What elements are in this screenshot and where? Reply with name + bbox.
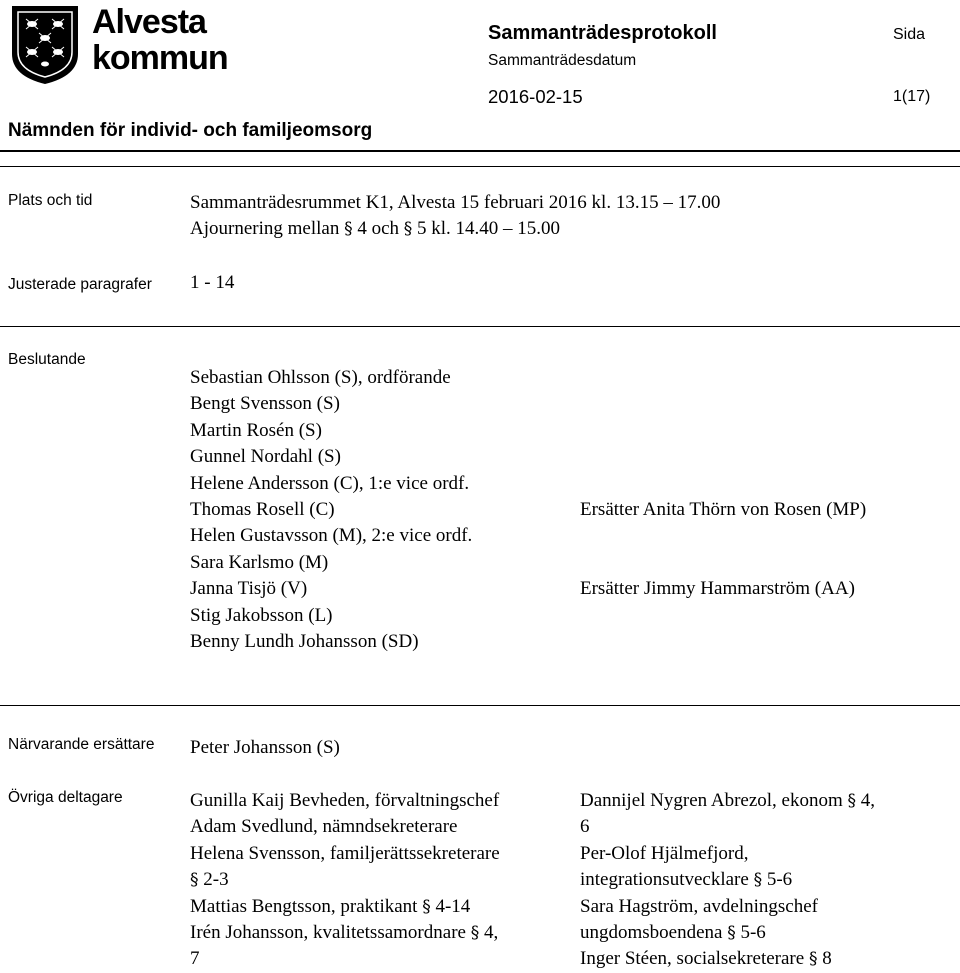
committee-name: Nämnden för individ- och familjeomsorg: [8, 120, 373, 141]
section-divider: [0, 705, 960, 706]
paragraphs-label: Justerade paragrafer: [8, 276, 152, 293]
section-sign: §: [753, 870, 763, 891]
participant-item: [190, 867, 500, 893]
municipality-logo: [10, 4, 240, 86]
adjournment-text: 5 kl. 14.40 – 15.00: [417, 218, 561, 239]
participant-item: [580, 946, 875, 972]
participant-item: 7: [190, 948, 200, 970]
section-divider: [0, 166, 960, 167]
page-label: Sida: [893, 26, 926, 43]
participant-text: integrationsutvecklare: [580, 869, 749, 891]
section-sign: §: [727, 922, 736, 943]
member-item: Gunnel Nordahl (S): [190, 446, 341, 468]
participant-item: [190, 894, 500, 920]
participant-item: [580, 920, 875, 946]
section-sign: §: [422, 896, 431, 917]
participant-text: Mattias Bengtsson, praktikant: [190, 895, 418, 917]
participant-item: Adam Svedlund, nämndsekreterare: [190, 816, 458, 838]
section-sign: §: [470, 922, 480, 943]
participant-text: Irén Johansson, kvalitetssamordnare: [190, 921, 466, 943]
participant-item: Gunilla Kaij Bevheden, förvaltningschef: [190, 790, 500, 811]
section-sign: §: [808, 949, 818, 970]
participant-item: [190, 920, 500, 946]
participant-item: Helena Svensson, familjerättssekreterare: [190, 842, 500, 864]
document-type: Sammanträdesprotokoll: [488, 22, 717, 44]
participant-text: 5-6: [766, 869, 793, 891]
page-number: 1(17): [893, 88, 931, 105]
participant-item: Per-Olof Hjälmefjord,: [580, 842, 749, 864]
present-substitute: Peter Johansson (S): [190, 737, 340, 758]
adjusted-paragraphs: 1 - 14: [190, 272, 235, 293]
participant-item: 6: [580, 816, 590, 838]
member-item: Sara Karlsmo (M): [190, 551, 329, 573]
other-participants-right: [580, 788, 875, 973]
participant-text: Dannijel Nygren Abrezol, ekonom: [580, 790, 843, 811]
adjournment-text: 4 och: [357, 218, 400, 239]
section-divider: [0, 326, 960, 327]
member-item: Helene Andersson (C), 1:e vice ordf.: [190, 472, 470, 494]
participant-text: 4,: [860, 790, 876, 811]
present-substitutes-label: Närvarande ersättare: [8, 736, 155, 753]
header-rule: [0, 150, 960, 152]
logo-wordmark: Alvesta kommun: [92, 3, 228, 77]
meeting-place-time: Sammanträdesrummet K1, Alvesta 15 februari 2016 kl. 13.15 – 17.00: [190, 192, 721, 213]
member-item: Helen Gustavsson (M), 2:e vice ordf.: [190, 525, 473, 547]
substitution-note: Ersätter Jimmy Hammarström (AA): [580, 578, 855, 599]
participant-text: 4,: [483, 921, 499, 943]
section-sign: §: [344, 219, 353, 239]
decision-makers-list: [190, 365, 472, 655]
adjournment-line: [190, 216, 560, 242]
participant-item: Sara Hagström, avdelningschef: [580, 895, 818, 917]
participant-text: 4-14: [435, 895, 471, 917]
other-participants-left: [190, 788, 500, 973]
adjournment-text: Ajournering mellan: [190, 218, 340, 239]
section-sign: §: [403, 219, 413, 239]
decision-makers-label: Beslutande: [8, 351, 86, 368]
member-item: Benny Lundh Johansson (SD): [190, 630, 419, 652]
participant-text: 2-3: [203, 869, 229, 891]
member-item: Janna Tisjö (V): [190, 578, 308, 600]
participant-text: Inger Stéen, socialsekreterare: [580, 948, 805, 970]
member-item: Sebastian Ohlsson (S), ordförande: [190, 367, 451, 388]
section-sign: §: [190, 870, 199, 891]
member-item: Bengt Svensson (S): [190, 393, 340, 415]
participant-item: [580, 788, 875, 814]
member-item: Martin Rosén (S): [190, 419, 322, 441]
participant-item: [580, 867, 875, 893]
participant-text: 8: [822, 948, 832, 970]
section-sign: §: [847, 791, 857, 811]
participant-text: ungdomsboendena: [580, 921, 723, 943]
meeting-date: 2016-02-15: [488, 86, 583, 107]
participant-text: 5-6: [740, 921, 766, 943]
member-item: Thomas Rosell (C): [190, 498, 335, 520]
place-time-label: Plats och tid: [8, 192, 93, 209]
other-participants-label: Övriga deltagare: [8, 789, 123, 806]
member-item: Stig Jakobsson (L): [190, 604, 333, 626]
meeting-date-label: Sammanträdesdatum: [488, 52, 637, 69]
substitution-note: Ersätter Anita Thörn von Rosen (MP): [580, 499, 867, 520]
